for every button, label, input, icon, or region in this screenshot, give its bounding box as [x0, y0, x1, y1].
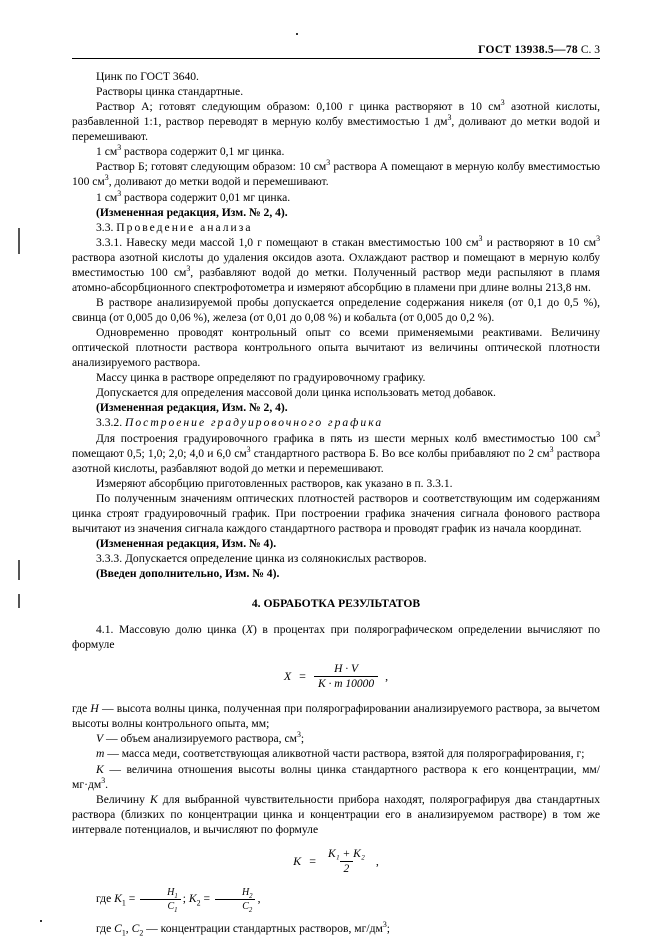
k1-fraction — [140, 886, 181, 913]
para-revision-2: (Измененная редакция, Изм. № 2, 4). — [96, 401, 288, 415]
para-calibration-ref: Массу цинка в растворе определяют по градуировочному графику. — [96, 371, 426, 385]
section-3-3-number: 3.3. — [96, 220, 114, 234]
para-k-determination: Величину K для выбранной чувствительности прибора находят, полярографируя два стандартных раствора (близких по концентрации цинка и концентрации его в анализируемом растворе) в том же интервале потенциалов, и вычисляют по формуле — [72, 792, 600, 836]
para-solution-a: Раствор А; готовят следующим образом: 0,100 г цинка растворяют в 10 $см^3$ азотной кислоты, разбавленной 1:1, раствор переводят в мерную колбу вместимостью 1 $дм^3$, доливают до метки водой и перемешивают. — [72, 98, 600, 144]
formula-k-numerator: K₁ + K₂ — [327, 847, 365, 860]
formula-x-fraction — [314, 663, 378, 690]
para-calibration-build: Для построения градуировочного графика в пять из шести мерных колб вместимостью 100 $см^3$ помещают 0,5; 1,0; 2,0; 4,0 и 6,0 $см^3$ стандартного раствора Б. Во все колбы прибавляют по 2 $см^3$ раствора азотной кислоты, разбавляют водой до метки и перемешивают. — [72, 429, 600, 475]
page-number: С. 3 — [580, 44, 600, 56]
formula-k-fraction — [324, 848, 369, 875]
formula-x-trailer: , — [385, 669, 389, 684]
para-def-k: K — величина отношения высоты волны цинка стандартного раствора к его концентрации, $мм/мг\cdot дм^3$. — [72, 762, 600, 791]
scan-artifact-dot-top — [296, 33, 298, 35]
section-3-3-2-number: 3.3.2. — [96, 416, 123, 430]
para-additions-method: Допускается для определения массовой доли цинка использовать метод добавок. — [96, 386, 496, 400]
para-solution-a-conc: 1 $см^3$ раствора содержит 0,1 мг цинка. — [96, 143, 285, 159]
para-def-m: m — масса меди, соответствующая аликвотной части раствора, взятой для полярографирования, г; — [96, 747, 585, 761]
k1-symbol: K — [114, 891, 122, 905]
scan-artifact-dot-bottom — [40, 920, 42, 922]
para-solution-b: Раствор Б; готовят следующим образом: 10 $см^3$ раствора А помещают в мерную колбу вместимостью 100 $см^3$, доливают до метки водой и перемешивают. — [72, 158, 600, 189]
formula-k-denominator: 2 — [340, 861, 354, 875]
k2-symbol: K — [188, 891, 197, 905]
k2-fraction — [215, 886, 256, 913]
para-k1-k2-definitions: где $K_1$ = $\frac{H_1}{C_1}$ ; $K_2$ = $\frac{H_2}{C_2}$ , — [96, 886, 261, 914]
margin-tick-3 — [18, 594, 20, 608]
para-impurities: В растворе анализируемой пробы допускается определение содержания никеля (от 0,1 до 0,5 %), свинца (от 0,005 до 0,06 %), железа (от 0,01 до 0,08 %) и кобальта (от 0,005 до 0,2 %). — [72, 295, 600, 324]
formula-x-numerator: H · V — [334, 663, 359, 676]
standard-number: ГОСТ 13938.5—78 — [478, 44, 578, 56]
k2-denominator: $C_2$ — [215, 899, 255, 913]
formula-k-trailer: , — [375, 853, 379, 868]
para-def-c: где $C_1$, $C_2$ — концентрации стандартных растворов, $мг/дм^3$; — [96, 919, 390, 936]
section-3-3-2-title: Построение градуировочного графика — [125, 416, 384, 430]
para-section-3-3-heading — [72, 220, 600, 235]
formula-k — [72, 848, 600, 875]
para-def-v: V — объем анализируемого раствора, $см^3$; — [96, 730, 305, 746]
para-standard-solutions: Растворы цинка стандартные. — [96, 85, 244, 99]
formula-k-equals: = — [309, 853, 316, 868]
para-3-3-3: 3.3.3. Допускается определение цинка из солянокислых растворов. — [96, 552, 427, 565]
k1-denominator: $C_1$ — [140, 899, 180, 913]
formula-x-lhs: X — [283, 669, 292, 684]
page-content — [72, 44, 600, 936]
formula-x-denominator: K · m 10000 — [314, 676, 378, 690]
k2-numerator: $H_2$ — [241, 886, 253, 900]
k2-subscript: 2 — [196, 898, 201, 908]
margin-tick-2 — [18, 560, 20, 580]
page-header — [72, 44, 600, 56]
para-measure-absorption: Измеряют абсорбцию приготовленных растворов, как указано в п. 3.3.1. — [96, 476, 453, 490]
para-def-h: где H — высота волны цинка, полученная при полярографировании анализируемого раствора, за вычетом высоты волны контрольного опыта, мм; — [72, 702, 600, 731]
header-rule — [72, 58, 600, 59]
para-revision-1: (Измененная редакция, Изм. № 2, 4). — [96, 205, 288, 219]
formula-x-equals: = — [299, 669, 306, 684]
section-3-3-title: Проведение анализа — [116, 220, 253, 234]
para-plot-graph: По полученным значениям оптических плотностей растворов и соответствующим им содержаниям цинка строят градуировочный график. При построении графика значения сигнала фонового раствора вычитают из значения сигнала каждого стандартного раствора и проводят график из начала координат. — [72, 491, 600, 535]
para-3-3-1: 3.3.1. Навеску меди массой 1,0 г помещают в стакан вместимостью 100 $см^3$ и растворяют в 10 $см^3$ раствора азотной кислоты до удаления оксидов азота. Охлаждают раствор и помещают в мерную колбу вместимостью 100 $см^3$, разбавляют водой до метки. Полученный раствор меди распыляют в пламя атомно-абсорбционного спектрофотометра и измеряют абсорбцию в пламени при длине волны 213,8 нм. — [72, 233, 600, 294]
section-4-title: 4. ОБРАБОТКА РЕЗУЛЬТАТОВ — [251, 597, 421, 611]
para-zinc-gost: Цинк по ГОСТ 3640. — [96, 70, 199, 83]
para-section-3-3-2-heading — [72, 415, 600, 430]
margin-tick-1 — [18, 228, 20, 254]
k1-subscript: 1 — [121, 898, 126, 908]
k1-numerator: $H_1$ — [167, 886, 178, 900]
para-introduced-additionally: (Введен дополнительно, Изм. № 4). — [96, 567, 280, 581]
formula-k-lhs: K — [293, 853, 302, 868]
para-control-test: Одновременно проводят контрольный опыт со всеми применяемыми реактивами. Величину оптической плотности раствора контрольного опыта вычитают из величины оптической плотности анализируемого раствора. — [72, 326, 600, 370]
para-revision-3: (Измененная редакция, Изм. № 4). — [96, 536, 277, 550]
para-solution-b-conc: 1 $см^3$ раствора содержит 0,01 мг цинка. — [96, 188, 291, 204]
formula-x — [72, 663, 600, 690]
k-def-prefix: где — [96, 891, 112, 905]
para-4-1: 4.1. Массовую долю цинка (X) в процентах при полярографическом определении вычисляют по формуле — [72, 623, 600, 652]
